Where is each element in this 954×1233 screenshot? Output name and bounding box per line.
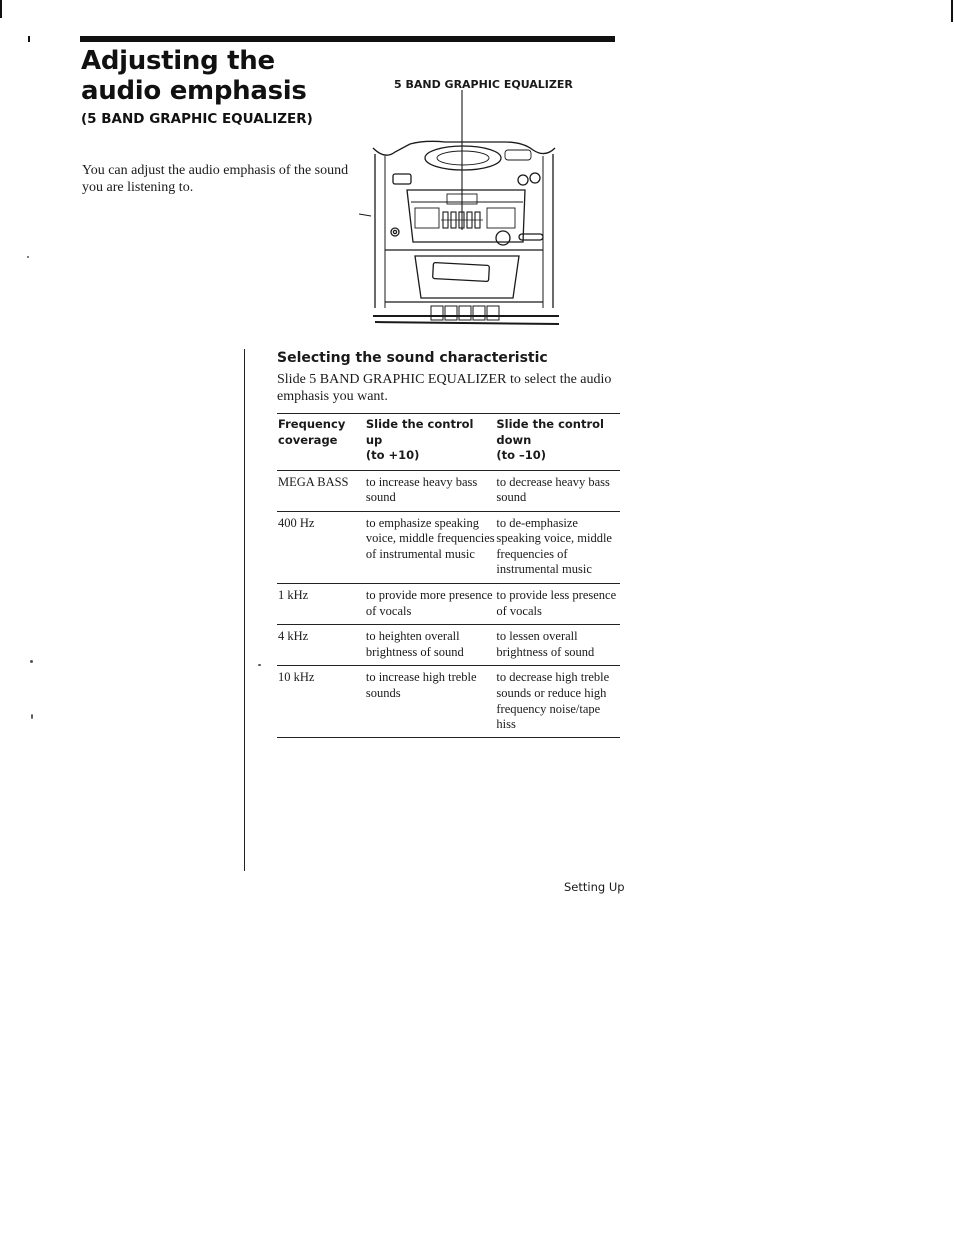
header-slide-down: Slide the control down (to –10) xyxy=(496,414,620,471)
scan-speck xyxy=(30,660,33,663)
scan-speck xyxy=(258,664,261,666)
cell-frequency: 10 kHz xyxy=(277,666,366,737)
boombox-top xyxy=(373,141,555,155)
scan-speck xyxy=(31,714,33,719)
title-line-1: Adjusting the xyxy=(81,46,275,76)
cell-up: to increase high treble sounds xyxy=(366,666,497,737)
cell-frequency: 4 kHz xyxy=(277,625,366,666)
title-line-2: audio emphasis xyxy=(81,76,307,106)
table-row xyxy=(277,584,620,625)
scan-speck xyxy=(27,256,29,258)
left-edge-mark xyxy=(0,0,2,18)
page-title xyxy=(81,46,307,106)
cell-up: to emphasize speaking voice, middle frequencies of instrumental music xyxy=(366,511,497,583)
table-row xyxy=(277,625,620,666)
cell-frequency: MEGA BASS xyxy=(277,470,366,511)
cassette-deck xyxy=(415,256,519,298)
cd-lid xyxy=(425,146,501,170)
cell-up: to provide more presence of vocals xyxy=(366,584,497,625)
right-edge-mark xyxy=(951,0,953,22)
cell-down: to lessen overall brightness of sound xyxy=(496,625,620,666)
cell-frequency: 400 Hz xyxy=(277,511,366,583)
cell-frequency: 1 kHz xyxy=(277,584,366,625)
page-subtitle: (5 BAND GRAPHIC EQUALIZER) xyxy=(81,111,313,127)
table-header-row xyxy=(277,414,620,471)
cell-down: to de-emphasize speaking voice, middle frequencies of instrumental music xyxy=(496,511,620,583)
cell-down: to provide less presence of vocals xyxy=(496,584,620,625)
figure-callout-label: 5 BAND GRAPHIC EQUALIZER xyxy=(394,78,573,91)
header-frequency: Frequency coverage xyxy=(277,414,366,471)
table-row xyxy=(277,470,620,511)
cell-down: to decrease heavy bass sound xyxy=(496,470,620,511)
boombox-illustration xyxy=(355,90,565,326)
table-row xyxy=(277,511,620,583)
cell-up: to heighten overall brightness of sound xyxy=(366,625,497,666)
deck-buttons xyxy=(431,306,499,320)
column-divider xyxy=(244,349,245,871)
footer-section-name: Setting Up xyxy=(564,880,625,894)
equalizer-table xyxy=(277,413,620,738)
intro-paragraph: You can adjust the audio emphasis of the sound you are listening to. xyxy=(82,163,349,195)
header-slide-up: Slide the control up (to +10) xyxy=(366,414,497,471)
cell-down: to decrease high treble sounds or reduce high frequency noise/tape hiss xyxy=(496,666,620,737)
cell-up: to increase heavy bass sound xyxy=(366,470,497,511)
table-row xyxy=(277,666,620,737)
header-rule xyxy=(80,36,615,42)
control-panel xyxy=(407,190,525,242)
section-body: Slide 5 BAND GRAPHIC EQUALIZER to select the audio emphasis you want. xyxy=(277,372,612,404)
section-heading: Selecting the sound characteristic xyxy=(277,350,548,366)
margin-tick xyxy=(28,36,30,42)
